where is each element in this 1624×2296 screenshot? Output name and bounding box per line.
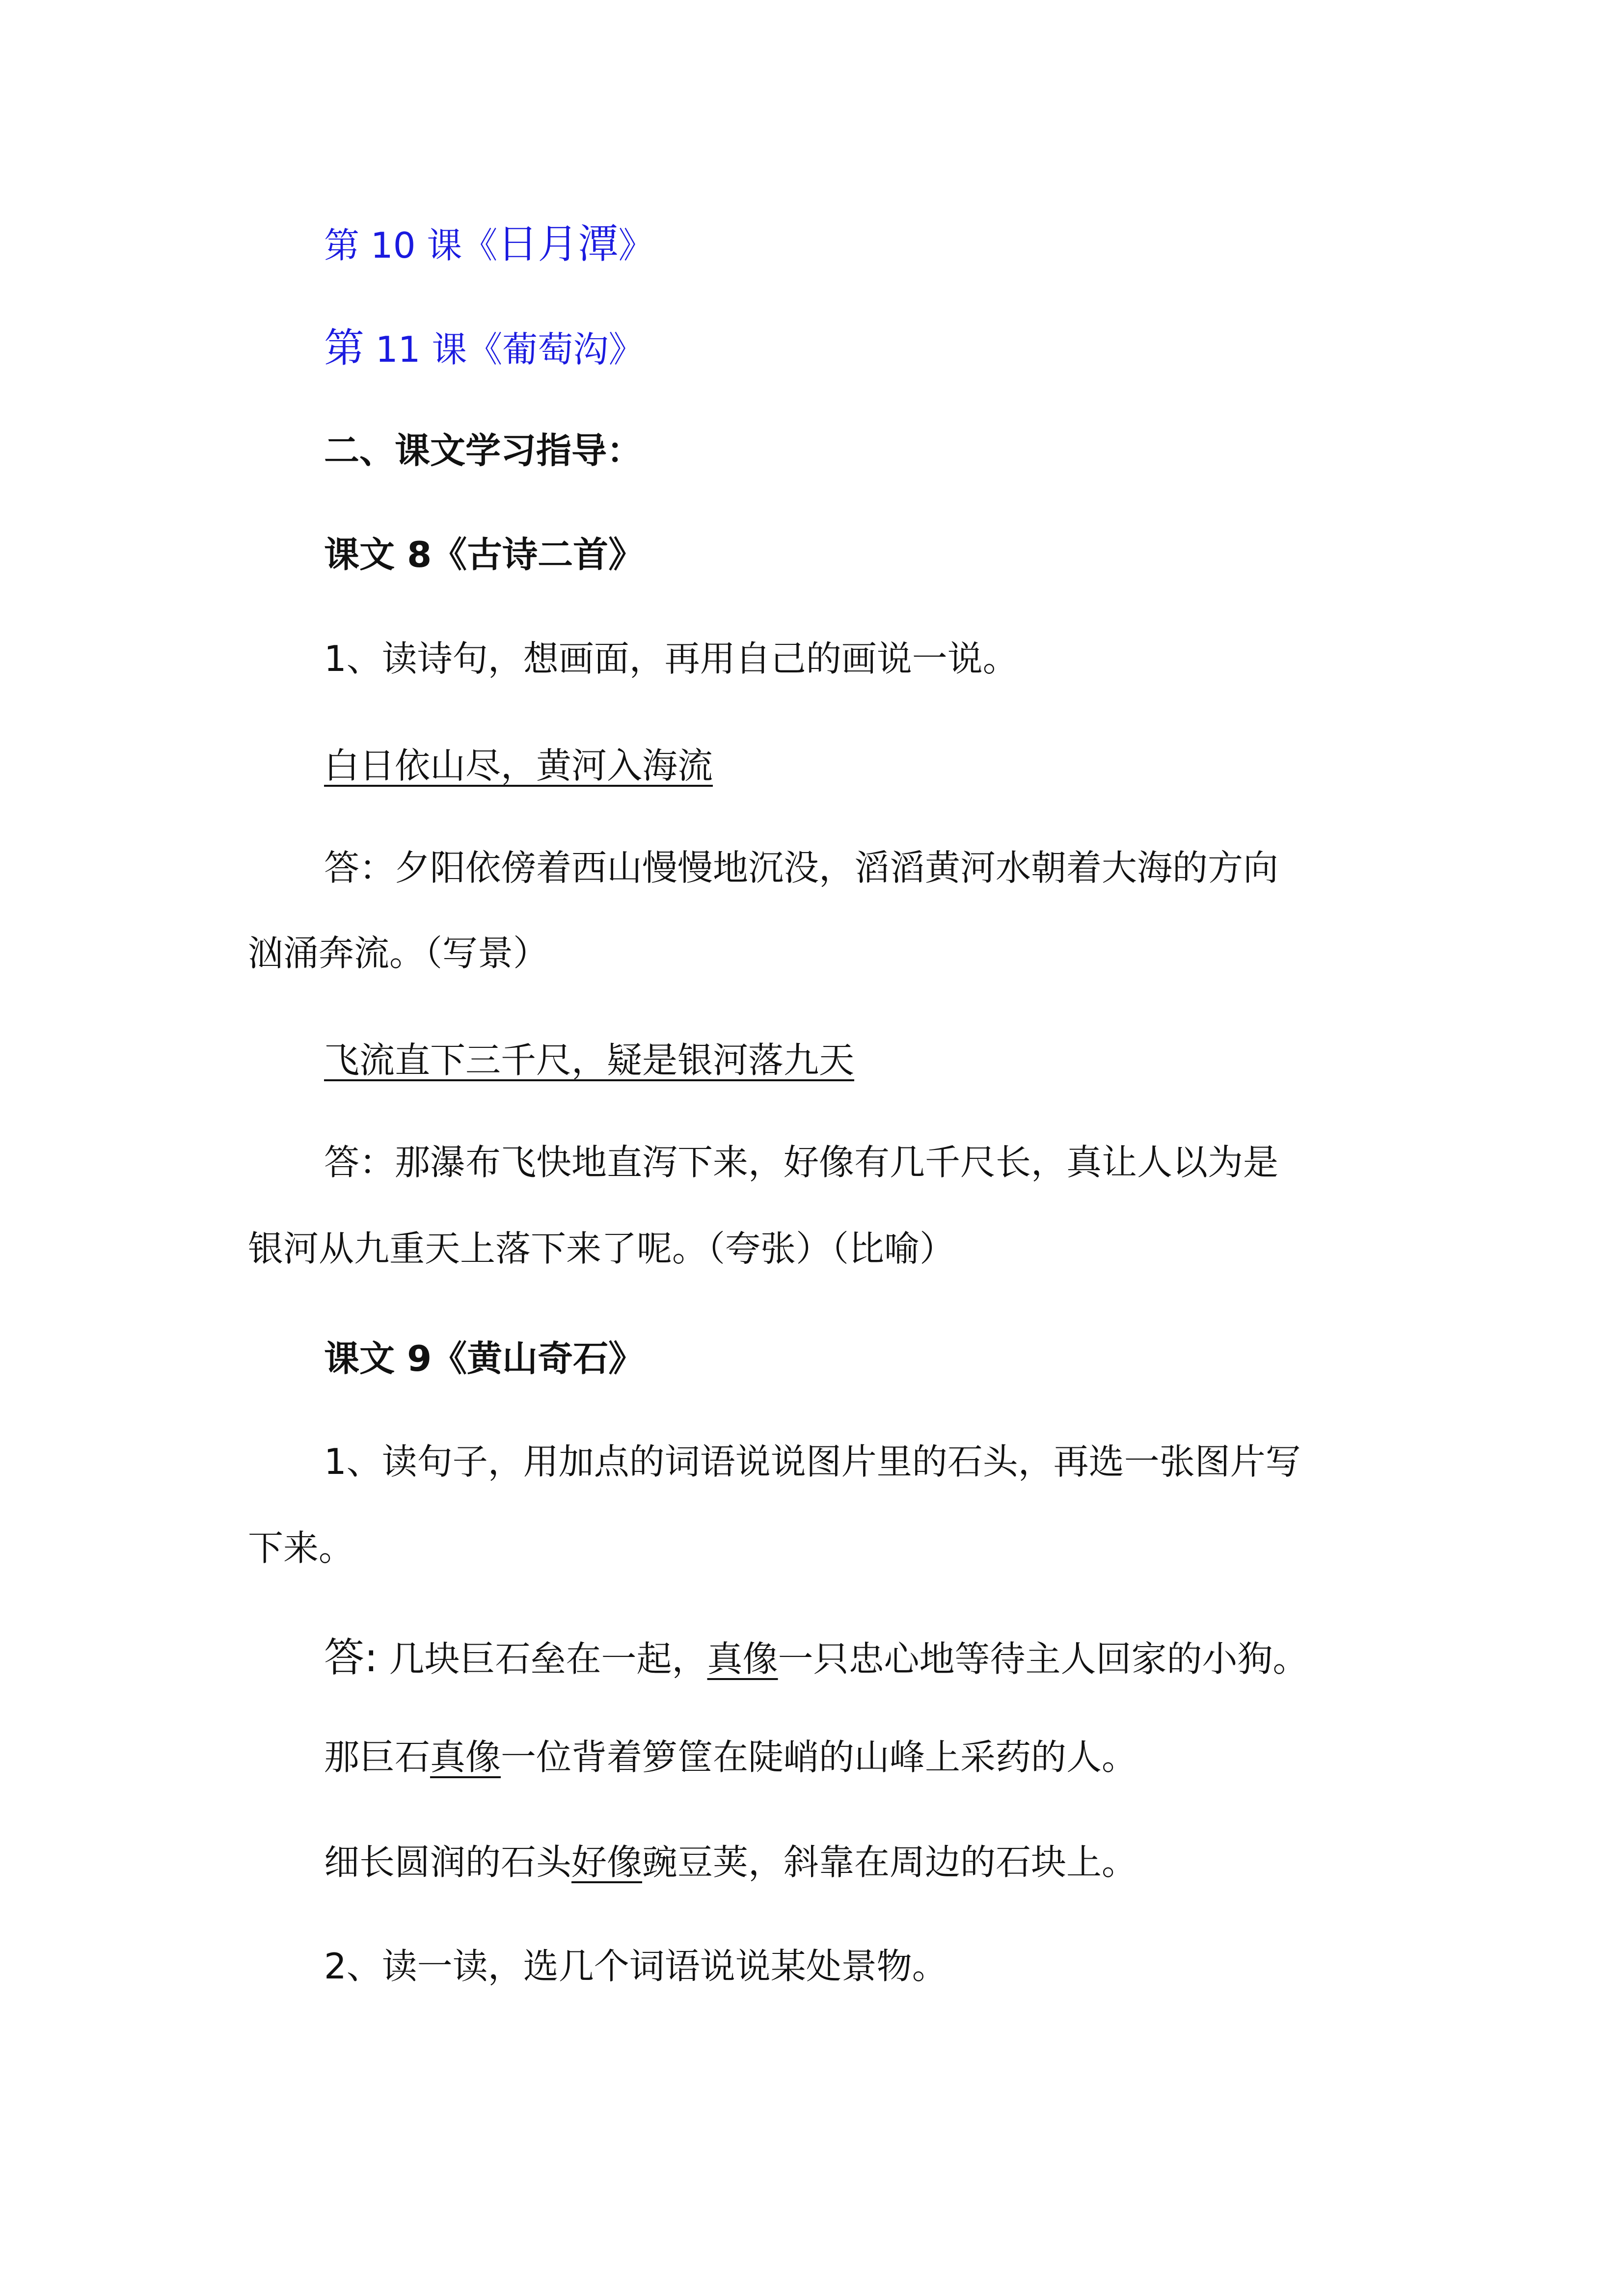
toc-lesson-11-number: 11 (364, 329, 432, 370)
lesson-9-question-2: 2、读一读，选几个词语说说某处景物。 (324, 1946, 947, 1987)
toc-lesson-10-suffix: 》 (618, 225, 654, 266)
lesson-9-answer-b (324, 1733, 1137, 1782)
poem-verse-2 (324, 1036, 854, 1085)
toc-lesson-11-mid: 课《 (432, 329, 503, 370)
answer-a-keyword: 真像 (707, 1638, 778, 1680)
toc-lesson-10-title: 日月潭 (497, 221, 619, 267)
poem-verse-2-text: 飞流直下三千尺，疑是银河落九天 (324, 1040, 855, 1081)
answer-b-pre: 那巨石 (324, 1736, 431, 1778)
answer-c-post: 豌豆荚，斜靠在周边的石块上。 (642, 1842, 1137, 1883)
answer-a-pre: 几块巨石垒在一起， (378, 1638, 707, 1680)
toc-lesson-10-mid: 课《 (427, 225, 498, 266)
lesson-8-heading: 课文 8《古诗二首》 (324, 534, 644, 575)
toc-lesson-11-suffix: 》 (608, 329, 644, 370)
toc-lesson-10-number: 10 (359, 225, 427, 266)
poem-verse-1 (324, 741, 713, 790)
lesson-9-question-1-line-2: 下来。 (248, 1527, 354, 1569)
answer-b-post: 一位背着箩筐在陡峭的山峰上采药的人。 (501, 1736, 1137, 1778)
lesson-9-heading: 课文 9《黄山奇石》 (324, 1338, 644, 1379)
answer-c-pre: 细长圆润的石头 (324, 1842, 572, 1883)
answer-b-keyword: 真像 (430, 1736, 501, 1778)
section-heading: 二、课文学习指导： (324, 430, 643, 471)
lesson-8-answer-1-line-1: 答：夕阳依傍着西山慢慢地沉没，滔滔黄河水朝着大海的方向 (324, 847, 1279, 888)
lesson-9-answer-c (324, 1838, 1137, 1887)
toc-lesson-10 (324, 220, 653, 270)
lesson-8-question-1: 1、读诗句，想画面，再用自己的画说一说。 (324, 638, 1018, 679)
lesson-8-answer-1-line-2: 汹涌奔流。（写景） (248, 933, 549, 974)
lesson-9-question-1-line-1: 1、读句子，用加点的词语说说图片里的石头，再选一张图片写 (324, 1441, 1301, 1482)
lesson-9-answer-a (324, 1633, 1308, 1683)
toc-lesson-11-title: 葡萄沟 (502, 329, 609, 370)
answer-a-post: 一只忠心地等待主人回家的小狗。 (778, 1638, 1308, 1680)
answer-label: 答: (324, 1634, 378, 1681)
toc-lesson-11 (324, 324, 644, 374)
lesson-8-answer-2-line-2: 银河从九重天上落下来了呢。（夸张）（比喻） (248, 1228, 955, 1269)
toc-lesson-10-prefix: 第 (324, 225, 360, 266)
answer-c-keyword: 好像 (571, 1842, 643, 1883)
poem-verse-1-text: 白日依山尽，黄河入海流 (324, 745, 713, 786)
toc-lesson-11-prefix: 第 (324, 325, 365, 372)
lesson-8-answer-2-line-1: 答：那瀑布飞快地直泻下来，好像有几千尺长，真让人以为是 (324, 1142, 1279, 1183)
